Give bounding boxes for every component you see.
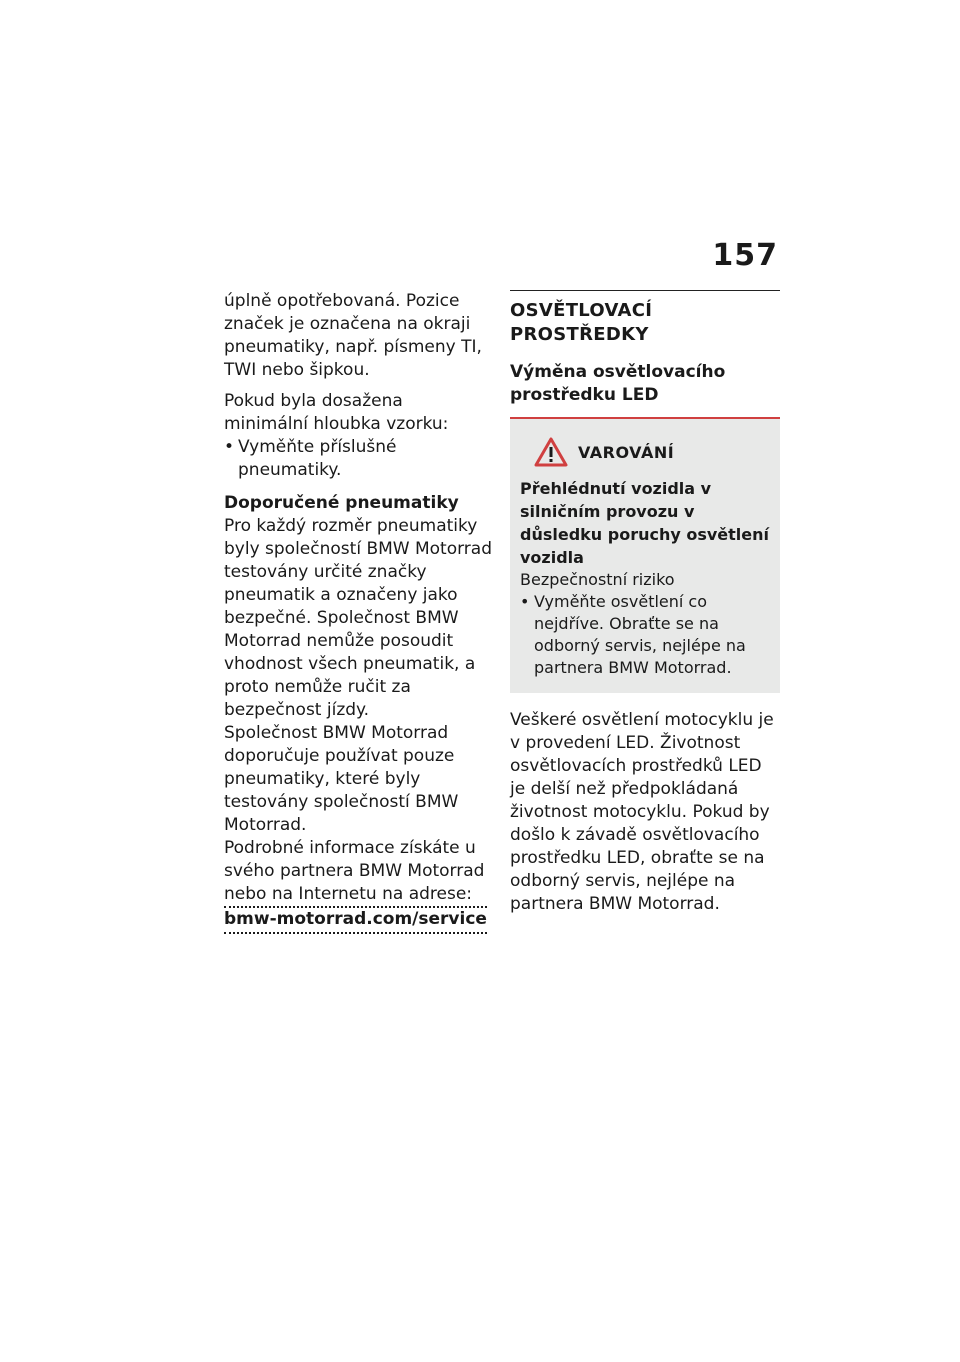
recommended-tires-paragraph: Pro každý rozměr pneumatiky byly společností BMW Motorrad testovány určité značky pneumatik a označeny jako bezpečné. Společnost BMW Motorrad nemůže posoudit vhodnost všech pneumatik, a proto nemůže ručit za bezpečnost jízdy. (224, 516, 493, 720)
warning-header (534, 437, 770, 467)
warning-triangle-icon (534, 437, 568, 467)
recommended-tires-heading: Doporučené pneumatiky (224, 493, 459, 513)
left-column (224, 290, 492, 934)
warning-action: Vyměňte osvětlení co nejdříve. Obraťte se na odborný servis, nejlépe na partnera BMW Motorrad. (534, 592, 746, 677)
warning-risk: Bezpečnostní riziko (520, 570, 675, 589)
replace-tires-bullet: Vyměňte příslušné pneumatiky. (238, 437, 397, 480)
section-title: OSVĚTLOVACÍ PROSTŘEDKY (510, 290, 780, 347)
warning-box (510, 419, 780, 693)
service-link[interactable]: bmw-motorrad.com/service (224, 906, 487, 934)
bullet-icon: • (520, 592, 530, 611)
led-info-paragraph: Veškeré osvětlení motocyklu je v provedení LED. Životnost osvětlovacích prostředků LED je delší než předpokládaná životnost motocyklu. Pokud by došlo k závadě osvětlovacího prostředku LED, obraťte se na odborný servis, nejlépe na partnera BMW Motorrad. (510, 710, 774, 914)
list-item (520, 591, 770, 679)
page-number: 157 (712, 238, 778, 273)
min-depth-paragraph: Pokud byla dosažena minimální hloubka vzorku: (224, 391, 449, 434)
more-info-paragraph: Podrobné informace získáte u svého partnera BMW Motorrad nebo na Internetu na adrese: (224, 838, 485, 904)
tire-wear-paragraph: úplně opotřebovaná. Pozice značek je označena na okraji pneumatiky, např. písmeny TI, TWI nebo šipkou. (224, 291, 482, 380)
bullet-icon: • (224, 437, 235, 457)
list-item (224, 436, 492, 482)
warning-title: VAROVÁNÍ (578, 442, 675, 462)
subsection-title: Výměna osvětlovacího prostředku LED (510, 361, 780, 419)
right-column (510, 290, 780, 916)
recommendation-paragraph: Společnost BMW Motorrad doporučuje používat pouze pneumatiky, které byly testovány společností BMW Motorrad. (224, 723, 459, 835)
warning-hazard: Přehlédnutí vozidla v silničním provozu v důsledku poruchy osvětlení vozidla (520, 479, 770, 567)
